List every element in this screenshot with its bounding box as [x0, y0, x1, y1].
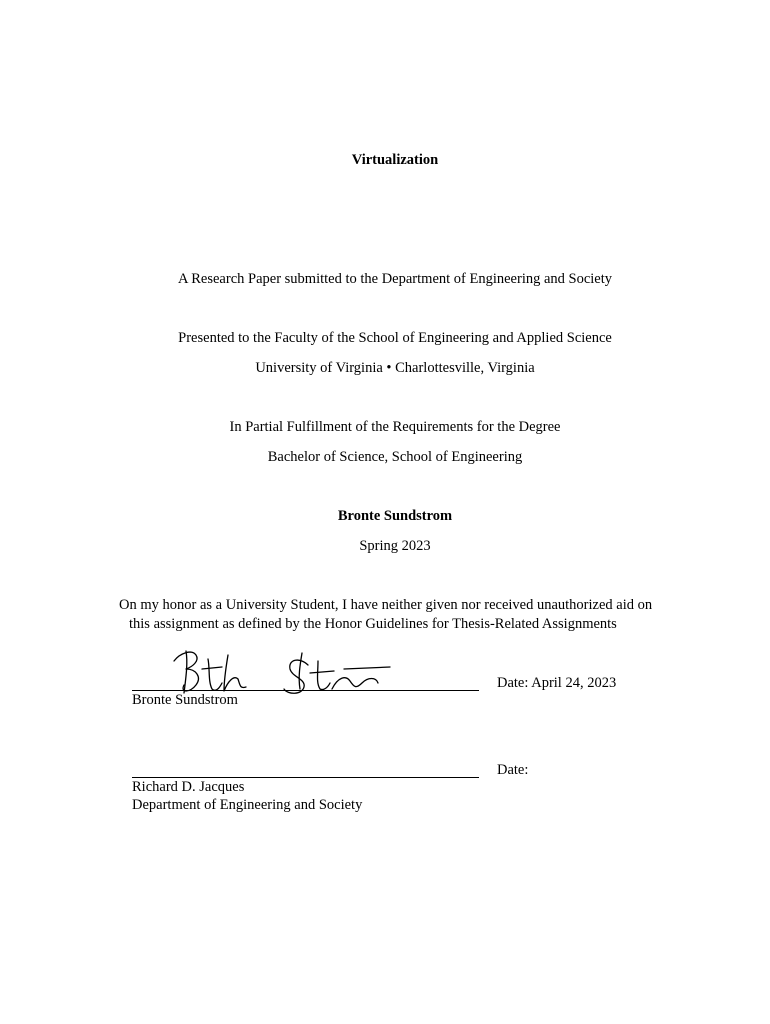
fulfillment-line: In Partial Fulfillment of the Requirements for the Degree: [229, 419, 561, 435]
paper-title: Virtualization: [351, 152, 439, 168]
signer-department-2: Department of Engineering and Society: [132, 797, 363, 813]
institution-line: University of Virginia • Charlottesville, Virginia: [255, 360, 535, 376]
term-line: Spring 2023: [359, 538, 431, 554]
presented-to-line: Presented to the Faculty of the School of Engineering and Applied Science: [178, 330, 612, 346]
submission-statement: A Research Paper submitted to the Department of Engineering and Society: [177, 271, 613, 287]
signature-date-2: Date:: [497, 762, 529, 778]
signature-date-1: Date: April 24, 2023: [497, 675, 617, 691]
honor-pledge-line-2: this assignment as defined by the Honor Guidelines for Thesis-Related Assignments: [129, 616, 617, 632]
signature-line-1: [132, 690, 479, 691]
signature-line-2: [132, 777, 479, 778]
degree-line: Bachelor of Science, School of Engineering: [267, 449, 523, 465]
signer-name-2: Richard D. Jacques: [132, 779, 245, 795]
author-name: Bronte Sundstrom: [337, 508, 453, 524]
honor-pledge-line-1: On my honor as a University Student, I have neither given nor received unauthorized aid on: [119, 597, 653, 613]
signer-name-1: Bronte Sundstrom: [132, 692, 238, 708]
